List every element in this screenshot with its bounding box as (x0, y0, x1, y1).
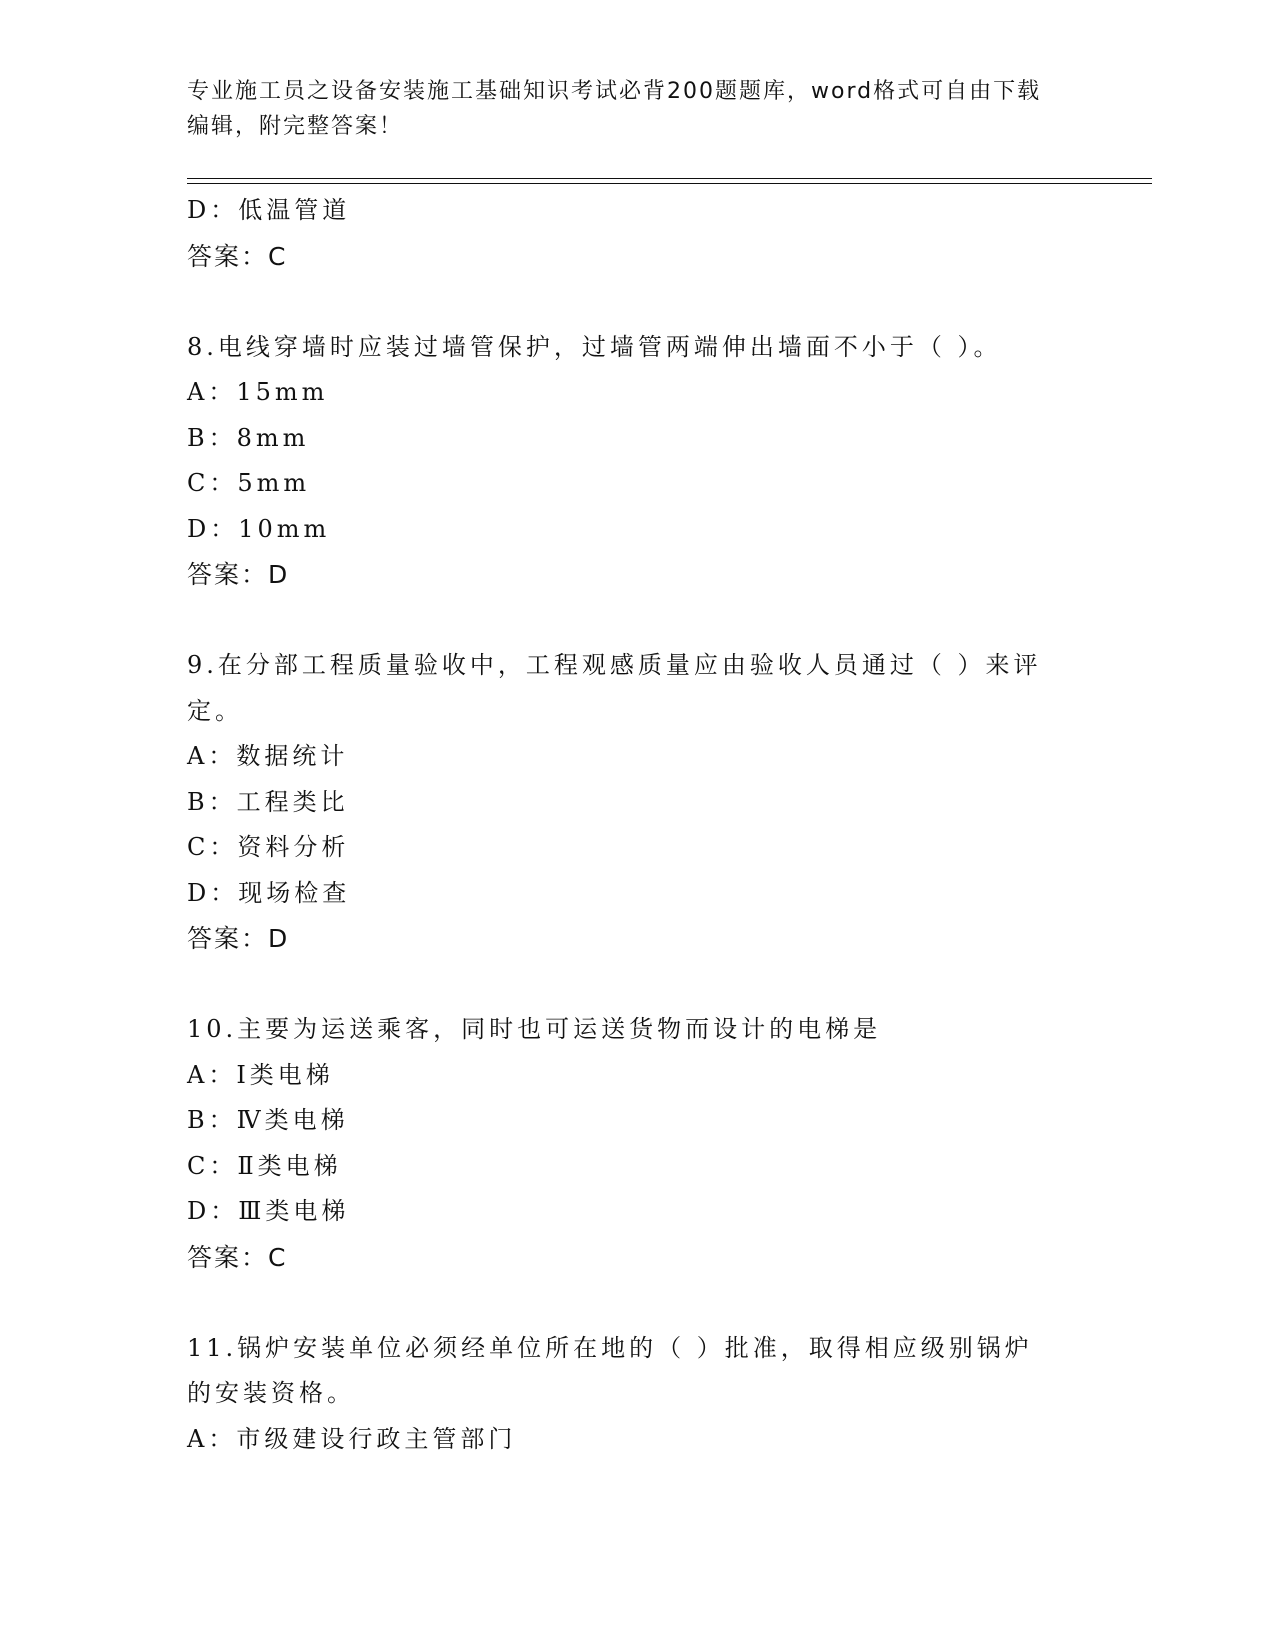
header-line-1: 专业施工员之设备安装施工基础知识考试必背200题题库，word格式可自由下载 (187, 79, 1042, 104)
question-stem: 10.主要为运送乘客，同时也可运送货物而设计的电梯是 (187, 1015, 882, 1043)
option-d: D：10mm (187, 514, 331, 543)
option-c: C：资料分析 (187, 833, 350, 861)
answer-label: 答案：C (187, 1242, 288, 1272)
question-11 (187, 1326, 1087, 1463)
option-d: D：现场检查 (187, 878, 351, 907)
question-list (187, 188, 1087, 1462)
option-c: C：5mm (187, 469, 311, 497)
question-8 (187, 325, 1087, 598)
option-b: B：8mm (187, 423, 310, 452)
question-stem-line-2: 的安装资格。 (187, 1379, 355, 1407)
question-stem: 8.电线穿墙时应装过墙管保护，过墙管两端伸出墙面不小于（ ）。 (187, 332, 1002, 361)
answer-label: 答案：D (187, 924, 290, 953)
option-a: A：Ⅰ类电梯 (187, 1060, 334, 1089)
document-header (187, 74, 1087, 144)
question-stem-line-1: 9.在分部工程质量验收中，工程观感质量应由验收人员通过（ ）来评 (187, 651, 1042, 679)
spacer (187, 279, 1087, 325)
header-rule-top (187, 178, 1152, 179)
question-9 (187, 643, 1087, 962)
spacer (187, 962, 1087, 1008)
option-a: A：数据统计 (187, 742, 349, 770)
header-line-2: 编辑，附完整答案！ (187, 114, 404, 139)
header-rule-bottom (187, 183, 1152, 184)
option-a: A：15mm (187, 378, 329, 406)
option-d: D：Ⅲ类电梯 (187, 1197, 350, 1225)
option-b: B：工程类比 (187, 787, 349, 816)
option-c: C：Ⅱ类电梯 (187, 1151, 342, 1180)
question-10 (187, 1007, 1087, 1280)
spacer (187, 1280, 1087, 1326)
option-a: A：市级建设行政主管部门 (187, 1424, 517, 1453)
question-stem-line-1: 11.锅炉安装单位必须经单位所在地的（ ）批准，取得相应级别锅炉 (187, 1333, 1033, 1362)
option-b: B：Ⅳ类电梯 (187, 1106, 349, 1134)
option-d: D：低温管道 (187, 196, 351, 224)
answer-label: 答案：D (187, 560, 290, 589)
answer-label: 答案：C (187, 241, 288, 271)
question-stem-line-2: 定。 (187, 696, 243, 725)
question-7 (187, 188, 1087, 279)
spacer (187, 598, 1087, 644)
